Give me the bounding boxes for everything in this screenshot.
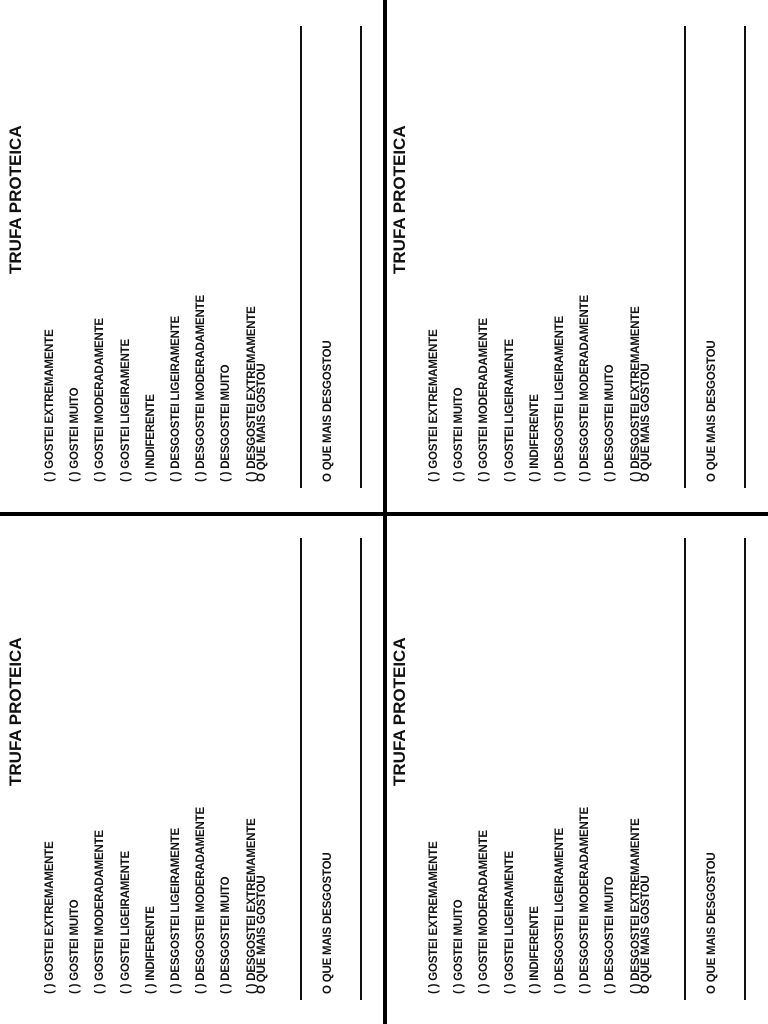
disliked-most-label: O QUE MAIS DESGOSTOU bbox=[322, 852, 334, 994]
rating-option[interactable]: ( ) DESGOSTEI LIGEIRAMENTE bbox=[553, 315, 566, 482]
card-title: TRUFA PROTEICA bbox=[6, 637, 25, 786]
liked-most-label: O QUE MAIS GOSTOU bbox=[640, 875, 652, 994]
rating-option[interactable]: ( ) INDIFERENTE bbox=[144, 906, 157, 994]
rating-option[interactable]: ( ) GOSTEI LIGEIRAMENTE bbox=[119, 851, 132, 994]
rating-option[interactable]: ( ) DESGOSTEI MUITO bbox=[604, 364, 617, 482]
survey-card-top-right bbox=[384, 0, 768, 512]
rating-options bbox=[422, 295, 649, 482]
rating-option[interactable]: ( ) GOSTEI LIGEIRAMENTE bbox=[503, 851, 516, 994]
liked-most-answer-line[interactable] bbox=[684, 26, 686, 488]
survey-sheet bbox=[0, 0, 384, 512]
card-title: TRUFA PROTEICA bbox=[390, 637, 409, 786]
disliked-most-answer-line[interactable] bbox=[360, 538, 362, 1000]
rating-option[interactable]: ( ) DESGOSTEI EXTREMAMENTE bbox=[629, 818, 642, 994]
rating-option[interactable]: ( ) GOSTEI MUITO bbox=[69, 899, 82, 994]
liked-most-label: O QUE MAIS GOSTOU bbox=[256, 875, 268, 994]
survey-sheet bbox=[0, 512, 384, 1024]
survey-sheet bbox=[384, 0, 768, 512]
rating-option[interactable]: ( ) INDIFERENTE bbox=[528, 394, 541, 482]
disliked-most-label: O QUE MAIS DESGOSTOU bbox=[322, 340, 334, 482]
disliked-most-answer-line[interactable] bbox=[360, 26, 362, 488]
card-title: TRUFA PROTEICA bbox=[390, 125, 409, 274]
rating-option[interactable]: ( ) GOSTEI MUITO bbox=[69, 387, 82, 482]
rating-option[interactable]: ( ) GOSTEI MODERADAMENTE bbox=[94, 830, 107, 994]
rating-option[interactable]: ( ) GOSTEI MUITO bbox=[453, 899, 466, 994]
rating-option[interactable]: ( ) GOSTEI EXTREMAMENTE bbox=[428, 841, 440, 994]
rating-option[interactable]: ( ) GOSTEI EXTREMAMENTE bbox=[428, 329, 440, 482]
rating-option[interactable]: ( ) GOSTEI MODERADAMENTE bbox=[478, 830, 491, 994]
survey-card-bottom-left bbox=[0, 512, 384, 1024]
liked-most-label: O QUE MAIS GOSTOU bbox=[256, 363, 268, 482]
rating-option[interactable]: ( ) DESGOSTEI MODERADAMENTE bbox=[579, 295, 592, 482]
rating-option[interactable]: ( ) DESGOSTEI EXTREMAMENTE bbox=[245, 818, 258, 994]
liked-most-answer-line[interactable] bbox=[300, 538, 302, 1000]
rating-option[interactable]: ( ) INDIFERENTE bbox=[144, 394, 157, 482]
disliked-most-label: O QUE MAIS DESGOSTOU bbox=[706, 852, 718, 994]
rating-option[interactable]: ( ) GOSTEI EXTREMAMENTE bbox=[44, 329, 56, 482]
rating-option[interactable]: ( ) DESGOSTEI MUITO bbox=[604, 876, 617, 994]
rating-option[interactable]: ( ) DESGOSTEI MUITO bbox=[220, 364, 233, 482]
disliked-most-answer-line[interactable] bbox=[744, 26, 746, 488]
rating-option[interactable]: ( ) DESGOSTEI MODERADAMENTE bbox=[195, 807, 208, 994]
rating-option[interactable]: ( ) GOSTEI MUITO bbox=[453, 387, 466, 482]
rating-option[interactable]: ( ) INDIFERENTE bbox=[528, 906, 541, 994]
rating-options bbox=[38, 295, 265, 482]
rating-option[interactable]: ( ) GOSTEI MODERADAMENTE bbox=[94, 318, 107, 482]
liked-most-label: O QUE MAIS GOSTOU bbox=[640, 363, 652, 482]
survey-card-top-left bbox=[0, 0, 384, 512]
rating-option[interactable]: ( ) DESGOSTEI LIGEIRAMENTE bbox=[169, 315, 182, 482]
rating-option[interactable]: ( ) GOSTEI LIGEIRAMENTE bbox=[119, 339, 132, 482]
liked-most-answer-line[interactable] bbox=[684, 538, 686, 1000]
survey-card-bottom-right bbox=[384, 512, 768, 1024]
rating-option[interactable]: ( ) DESGOSTEI MUITO bbox=[220, 876, 233, 994]
rating-options bbox=[38, 807, 265, 994]
disliked-most-label: O QUE MAIS DESGOSTOU bbox=[706, 340, 718, 482]
rating-option[interactable]: ( ) DESGOSTEI LIGEIRAMENTE bbox=[169, 827, 182, 994]
rating-option[interactable]: ( ) DESGOSTEI LIGEIRAMENTE bbox=[553, 827, 566, 994]
rating-option[interactable]: ( ) GOSTEI EXTREMAMENTE bbox=[44, 841, 56, 994]
rating-option[interactable]: ( ) GOSTEI MODERADAMENTE bbox=[478, 318, 491, 482]
rating-option[interactable]: ( ) DESGOSTEI MODERADAMENTE bbox=[195, 295, 208, 482]
rating-option[interactable]: ( ) DESGOSTEI MODERADAMENTE bbox=[579, 807, 592, 994]
survey-sheet bbox=[384, 512, 768, 1024]
card-title: TRUFA PROTEICA bbox=[6, 125, 25, 274]
rating-options bbox=[422, 807, 649, 994]
rating-option[interactable]: ( ) DESGOSTEI EXTREMAMENTE bbox=[245, 306, 258, 482]
liked-most-answer-line[interactable] bbox=[300, 26, 302, 488]
rating-option[interactable]: ( ) DESGOSTEI EXTREMAMENTE bbox=[629, 306, 642, 482]
disliked-most-answer-line[interactable] bbox=[744, 538, 746, 1000]
rating-option[interactable]: ( ) GOSTEI LIGEIRAMENTE bbox=[503, 339, 516, 482]
